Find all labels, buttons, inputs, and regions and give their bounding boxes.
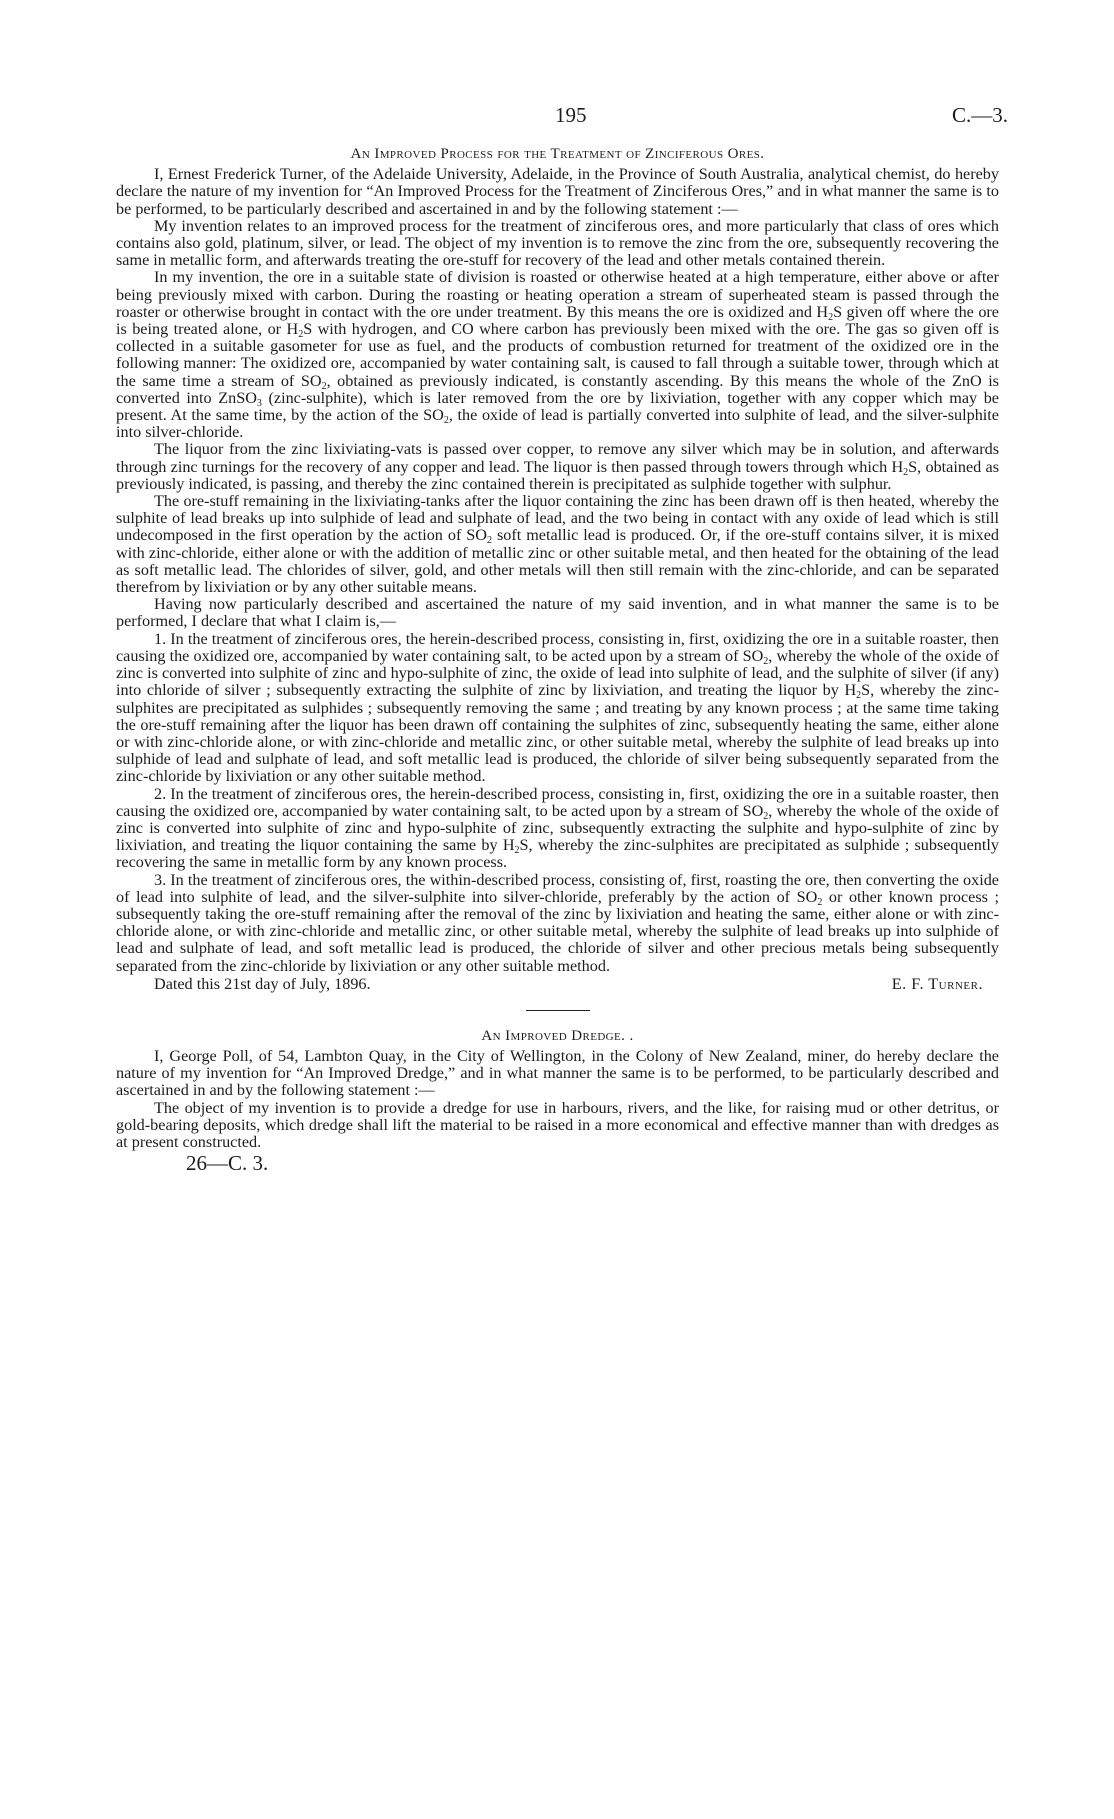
paragraph-liquor: The liquor from the zinc lixiviating-vats is passed over copper, to remove any silver which may be in solution, and afterwards through zinc turnings for the recovery of any copper and lead. The liquor is then passed through towers through which $H_2S$, obtained as previously indicated, is passing, and thereby the zinc contained therein is precipitated as sulphide together with sulphur. [116,440,1000,493]
paragraph-object: My invention relates to an improved process for the treatment of zinciferous ores, and more particularly that class of ores which contains also gold, platinum, silver, or lead. The object of my invention is to remove the zinc from the ore, subsequently recovering the same in metallic form, and afterwards treating the ore-stuff for recovery of the lead and other metals contained therein. [116,216,999,270]
section-title-zinciferous-ores: An Improved Process for the Treatment of Zinciferous Ores. [350,146,765,162]
footer-code: 26—C. 3. [186,1151,269,1176]
dated-line [116,976,999,994]
claim-3: 3. In the treatment of zinciferous ores, the within-described process, consisting of, first, roasting the ore, then converting the oxide of lead into sulphite of lead, and the silver-sulphite into silver-chloride, preferably by the action of $SO_2$ or other known process ; subsequently taking the ore-stuff remaining after the removal of the zinc by lixiviation and heating the same, either alone or with zinc-chloride alone, or with zinc-chloride and metallic zinc, or other suitable metal, whereby the sulphite of lead breaks up into sulphide of lead and sulphate of lead, and soft metallic lead is produced, the chloride of silver and other precious metals being subsequently separated from the zinc-chloride by lixiviation or any other suitable method. [116,870,999,975]
document-code: C.—3. [951,103,1008,127]
paragraph-process: In my invention, the ore in a suitable state of division is roasted or otherwise heated at a high temperature, either above or after being previously mixed with carbon. During the roasting or heating operation a stream of superheated steam is passed through the roaster or otherwise brought in contact with the ore under treatment. By this means the ore is oxidized and $H_2S$ given off where the ore is being treated alone, or $H_2S$ with hydrogen, and CO where carbon has previously been mixed with the ore. The gas so given off is collected in a suitable gasometer for use as fuel, and the products of combustion returned for treatment of the oxidized ore in the following manner: The oxidized ore, accompanied by water containing salt, is caused to fall through a suitable tower, through which at the same time a stream of $SO_2$, obtained as previously indicated, is constantly ascending. By this means the whole of the ZnO is converted into ZnSO$_3$ (zinc-sulphite), which is later removed from the ore by lixiviation, together with any copper which may be present. At the same time, by the action of the $SO_2$, the oxide of lead is partially converted into sulphite of lead, and the silver-sulphite into silver-chloride. [116,268,999,442]
section-title-dredge: An Improved Dredge. . [481,1027,634,1044]
signature: E. F. Turner. [891,974,983,993]
section-divider [526,1010,590,1011]
paragraph-declaration: I, Ernest Frederick Turner, of the Adelaide University, Adelaide, in the Province of South Australia, analytical chemist, do hereby declare the nature of my invention for “An Improved Process for the Treatment of Zinciferous Ores,” and in what manner the same is to be performed, to be particularly described and ascertained in and by the following statement :— [116,165,999,218]
page-body [116,146,1000,1176]
page-number: 195 [555,103,587,127]
paragraph-dredge-object: The object of my invention is to provide a dredge for use in harbours, rivers, and the like, for raising mud or other detritus, or gold-bearing deposits, which dredge shall lift the material to be raised in a more economical and effective manner than with dredges as at present constructed. [116,1098,999,1151]
paragraph-claim-intro: Having now particularly described and ascertained the nature of my said invention, and in what manner the same is to be performed, I declare that what I claim is,— [116,595,999,631]
paragraph-ore-stuff: The ore-stuff remaining in the lixiviating-tanks after the liquor containing the zinc has been drawn off is then heated, whereby the sulphite of lead breaks up into sulphide of lead and sulphate of lead, and the two being in contact with any oxide of lead which is still undecomposed in the first operation by the action of $SO_2$ soft metallic lead is produced. Or, if the ore-stuff contains silver, it is mixed with zinc-chloride, either alone or with the addition of metallic zinc or other suitable metal, and then heated for the obtaining of the lead as soft metallic lead. The chlorides of silver, gold, and other metals will then still remain with the zinc-chloride, and can be separated therefrom by lixiviation or by any other suitable means. [116,492,1000,597]
page-header [0,103,1114,133]
claim-2: 2. In the treatment of zinciferous ores, the herein-described process, consisting in, first, oxidizing the ore in a suitable roaster, then causing the oxidized ore, accompanied by water containing salt, to be acted upon by a stream of $SO_2$, whereby the whole of the oxide of zinc is converted into sulphite of zinc and hypo-sulphite of zinc, subsequently extracting the sulphite and hypo-sulphite of zinc by lixiviation, and treating the liquor containing the same by $H_2S$, whereby the zinc-sulphites are precipitated as sulphide ; subsequently recovering the same in metallic form by any known process. [116,784,999,872]
claim-1: 1. In the treatment of zinciferous ores, the herein-described process, consisting in, first, oxidizing the ore in a suitable roaster, then causing the oxidized ore, accompanied by water containing salt, to be acted upon by a stream of $SO_2$, whereby the whole of the oxide of zinc is converted into sulphite of zinc and hypo-sulphite of zinc, the oxide of lead into sulphite of lead, and the sulphite of silver (if any) into chloride of silver ; subsequently extracting the sulphite of zinc by lixiviation, and treating the liquor by $H_2S$, whereby the zinc-sulphites are precipitated as sulphides ; subsequently removing the same ; and treating by any known process ; at the same time taking the ore-stuff remaining after the liquor has been drawn off containing the sulphites of zinc, subsequently heating the same, either alone or with zinc-chloride alone, or with zinc-chloride and metallic zinc, or other suitable metal, whereby the sulphite of lead breaks up into sulphide of lead and sulphate of lead, and soft metallic lead is produced, the chloride of silver being subsequently separated from the zinc-chloride by lixiviation or any other suitable method. [116,629,999,786]
date-statement: Dated this 21st day of July, 1896. [154,974,371,993]
paragraph-dredge-declaration: I, George Poll, of 54, Lambton Quay, in the City of Wellington, in the Colony of New Zealand, miner, do hereby declare the nature of my invention for “An Improved Dredge,” and in what manner the same is to be performed, to be particularly described and ascertained in and by the following statement :— [116,1046,999,1100]
